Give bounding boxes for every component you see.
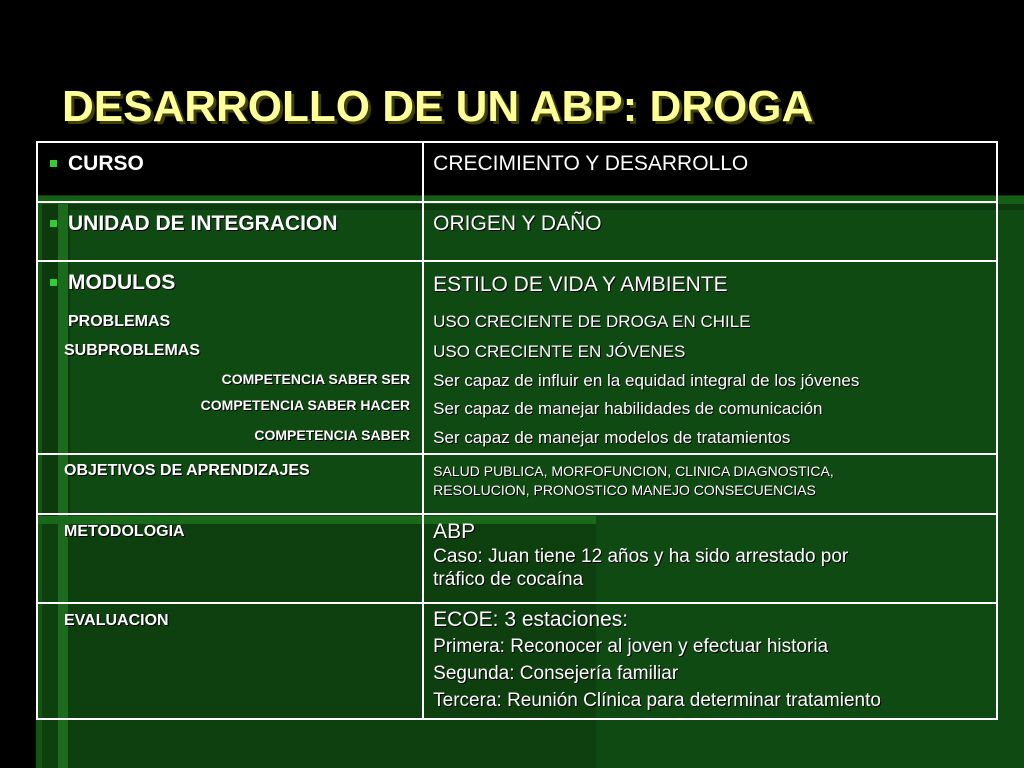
- table-row-evaluacion: [37, 603, 997, 719]
- row-value-line: RESOLUCION, PRONOSTICO MANEJO CONSECUENCIAS: [433, 482, 816, 498]
- label-cell: [37, 261, 423, 454]
- row-label: CURSO: [68, 152, 144, 175]
- table-row-metodologia: [37, 514, 997, 603]
- row-value-line: Segunda: Consejería familiar: [433, 663, 679, 684]
- competencia-hacer-label: COMPETENCIA SABER HACER: [200, 397, 411, 413]
- value-cell: [423, 454, 997, 514]
- modulo-value: ESTILO DE VIDA Y AMBIENTE: [433, 273, 728, 296]
- row-value-line: SALUD PUBLICA, MORFOFUNCION, CLINICA DIAGNOSTICA,: [433, 463, 834, 479]
- competencia-hacer-value: Ser capaz de manejar habilidades de comunicación: [433, 399, 823, 418]
- label-cell: [37, 514, 423, 603]
- bullet-icon: [50, 220, 57, 227]
- problemas-label: PROBLEMAS: [68, 313, 171, 330]
- bullet-icon: [50, 160, 57, 167]
- row-label: MODULOS: [68, 271, 176, 294]
- metodologia-title: ABP: [433, 520, 476, 543]
- subproblemas-value: USO CRECIENTE EN JÓVENES: [433, 342, 686, 361]
- label-cell: [37, 454, 423, 514]
- competencia-saber-label: COMPETENCIA SABER: [254, 427, 411, 443]
- row-label: METODOLOGIA: [64, 523, 185, 540]
- evaluacion-title: ECOE: 3 estaciones:: [433, 608, 629, 631]
- label-cell: [37, 603, 423, 719]
- value-cell: [423, 603, 997, 719]
- label-cell: [37, 202, 423, 261]
- row-value: ORIGEN Y DAÑO: [433, 212, 602, 235]
- abp-table: [36, 141, 998, 720]
- slide-title: DESARROLLO DE UN ABP: DROGA: [62, 82, 814, 131]
- row-value: CRECIMIENTO Y DESARROLLO: [433, 152, 749, 175]
- row-value-line: Tercera: Reunión Clínica para determinar tratamiento: [433, 690, 881, 711]
- table-row-unidad: [37, 202, 997, 261]
- row-value-line: tráfico de cocaína: [433, 569, 584, 590]
- label-cell: [37, 142, 423, 202]
- subproblemas-label: SUBPROBLEMAS: [64, 342, 201, 359]
- table-row-objetivos: [37, 454, 997, 514]
- row-label: EVALUACION: [64, 612, 169, 629]
- row-value-line: Caso: Juan tiene 12 años y ha sido arrestado por: [433, 546, 849, 567]
- competencia-ser-label: COMPETENCIA SABER SER: [221, 371, 411, 387]
- value-cell: [423, 142, 997, 202]
- competencia-saber-value: Ser capaz de manejar modelos de tratamientos: [433, 428, 791, 447]
- value-cell: [423, 261, 997, 454]
- table-row-modulos: [37, 261, 997, 454]
- bullet-icon: [50, 279, 57, 286]
- competencia-ser-value: Ser capaz de influir en la equidad integral de los jóvenes: [433, 371, 860, 390]
- row-value-line: Primera: Reconocer al joven y efectuar historia: [433, 636, 829, 657]
- row-label: OBJETIVOS DE APRENDIZAJES: [64, 462, 310, 479]
- row-label: UNIDAD DE INTEGRACION: [68, 212, 338, 235]
- value-cell: [423, 514, 997, 603]
- table-row-curso: [37, 142, 997, 202]
- value-cell: [423, 202, 997, 261]
- problemas-value: USO CRECIENTE DE DROGA EN CHILE: [433, 312, 751, 331]
